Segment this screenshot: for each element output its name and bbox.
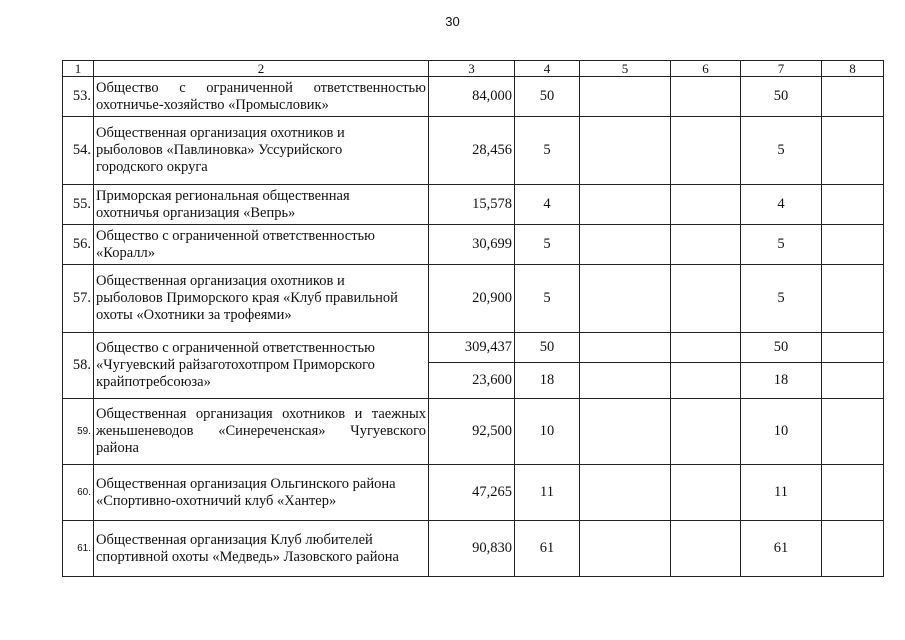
total-cell: 10: [741, 399, 822, 465]
area-cell: 309,437: [429, 333, 515, 363]
organization-name-cell: [94, 521, 429, 577]
column-5-cell: [580, 363, 671, 399]
row-number-cell: 56.: [63, 225, 94, 265]
table-row: [63, 399, 884, 465]
area-cell: 28,456: [429, 117, 515, 185]
organization-name-line: спортивной охоты «Медведь» Лазовского района: [96, 548, 399, 565]
column-6-cell: [671, 399, 741, 465]
organization-name-line: Общественная организация Клуб любителей: [96, 531, 373, 548]
column-6-cell: [671, 185, 741, 225]
total-cell: 50: [741, 333, 822, 363]
column-8-cell: [822, 117, 884, 185]
organization-name-line: Общественная организация охотников и: [96, 273, 345, 289]
organization-name-line: Приморская региональная общественная: [96, 187, 350, 204]
hunting-grounds-table: [62, 60, 884, 577]
total-cell: 11: [741, 465, 822, 521]
quota-cell: 5: [515, 265, 580, 333]
quota-cell: 18: [515, 363, 580, 399]
column-header-3: 3: [429, 61, 515, 77]
area-cell: 23,600: [429, 363, 515, 399]
row-number-cell: 57.: [63, 265, 94, 333]
column-8-cell: [822, 185, 884, 225]
column-6-cell: [671, 333, 741, 363]
column-8-cell: [822, 77, 884, 117]
quota-cell: 61: [515, 521, 580, 577]
total-cell: 18: [741, 363, 822, 399]
organization-name-line: охоты «Охотники за трофеями»: [96, 307, 292, 323]
table-row: [63, 333, 884, 363]
column-header-2: 2: [94, 61, 429, 77]
total-cell: 50: [741, 77, 822, 117]
organization-name-cell: [94, 333, 429, 399]
organization-name-line: рыболовов Приморского края «Клуб правильной: [96, 290, 398, 306]
total-cell: 5: [741, 225, 822, 265]
column-header-5: 5: [580, 61, 671, 77]
table-row: [63, 77, 884, 117]
organization-name-line: «Коралл»: [96, 244, 155, 261]
row-number-cell: 60.: [63, 465, 94, 521]
column-header-8: 8: [822, 61, 884, 77]
column-5-cell: [580, 465, 671, 521]
column-5-cell: [580, 333, 671, 363]
organization-name-cell: [94, 265, 429, 333]
column-5-cell: [580, 185, 671, 225]
table-row: [63, 225, 884, 265]
organization-name-cell: [94, 225, 429, 265]
table-row: [63, 117, 884, 185]
organization-name-line: Общество с ограниченной ответственностью: [96, 79, 426, 96]
column-6-cell: [671, 265, 741, 333]
column-6-cell: [671, 465, 741, 521]
area-cell: 30,699: [429, 225, 515, 265]
row-number-cell: 58.: [63, 333, 94, 399]
table-row: [63, 465, 884, 521]
row-number-cell: 54.: [63, 117, 94, 185]
column-5-cell: [580, 225, 671, 265]
total-cell: 5: [741, 117, 822, 185]
organization-name-line: Общество с ограниченной ответственностью: [96, 227, 375, 244]
quota-cell: 5: [515, 225, 580, 265]
table-header-row: [63, 61, 884, 77]
table-row: [63, 185, 884, 225]
organization-name-cell: [94, 185, 429, 225]
quota-cell: 11: [515, 465, 580, 521]
organization-name-cell: [94, 117, 429, 185]
organization-name-line: городского округа: [96, 159, 208, 175]
organization-name-line: района: [96, 440, 139, 456]
organization-name-line: «Спортивно-охотничий клуб «Хантер»: [96, 492, 337, 509]
row-number-cell: 55.: [63, 185, 94, 225]
area-cell: 84,000: [429, 77, 515, 117]
total-cell: 5: [741, 265, 822, 333]
column-5-cell: [580, 117, 671, 185]
column-header-1: 1: [63, 61, 94, 77]
total-cell: 61: [741, 521, 822, 577]
column-5-cell: [580, 265, 671, 333]
organization-name-line: крайпотребсоюза»: [96, 374, 211, 390]
organization-name-line: Общественная организация охотников и таежных: [96, 406, 426, 422]
quota-cell: 10: [515, 399, 580, 465]
column-6-cell: [671, 117, 741, 185]
row-number-cell: 53.: [63, 77, 94, 117]
quota-cell: 50: [515, 333, 580, 363]
quota-cell: 50: [515, 77, 580, 117]
area-cell: 47,265: [429, 465, 515, 521]
column-5-cell: [580, 399, 671, 465]
quota-cell: 5: [515, 117, 580, 185]
organization-name-line: женьшеневодов «Синереченская» Чугуевского: [96, 423, 426, 439]
column-6-cell: [671, 521, 741, 577]
organization-name-cell: [94, 465, 429, 521]
organization-name-cell: [94, 399, 429, 465]
column-8-cell: [822, 265, 884, 333]
column-8-cell: [822, 363, 884, 399]
organization-name-line: Общественная организация охотников и: [96, 125, 345, 141]
table-row: [63, 521, 884, 577]
organization-name-line: рыболовов «Павлиновка» Уссурийского: [96, 142, 343, 158]
organization-name-line: Общество с ограниченной ответственностью: [96, 340, 375, 356]
organization-name-cell: [94, 77, 429, 117]
organization-name-line: охотничье-хозяйство «Промысловик»: [96, 96, 329, 113]
column-header-7: 7: [741, 61, 822, 77]
column-5-cell: [580, 521, 671, 577]
column-8-cell: [822, 399, 884, 465]
column-6-cell: [671, 225, 741, 265]
page-number: 30: [445, 14, 460, 29]
organization-name-line: охотничья организация «Вепрь»: [96, 204, 296, 221]
column-5-cell: [580, 77, 671, 117]
column-6-cell: [671, 77, 741, 117]
column-8-cell: [822, 465, 884, 521]
quota-cell: 4: [515, 185, 580, 225]
total-cell: 4: [741, 185, 822, 225]
area-cell: 20,900: [429, 265, 515, 333]
row-number-cell: 59.: [63, 399, 94, 465]
column-8-cell: [822, 521, 884, 577]
column-header-6: 6: [671, 61, 741, 77]
organization-name-line: Общественная организация Ольгинского района: [96, 475, 396, 492]
row-number-cell: 61.: [63, 521, 94, 577]
column-6-cell: [671, 363, 741, 399]
organization-name-line: «Чугуевский райзаготохотпром Приморского: [96, 357, 375, 373]
table-row: [63, 265, 884, 333]
area-cell: 15,578: [429, 185, 515, 225]
area-cell: 92,500: [429, 399, 515, 465]
column-8-cell: [822, 333, 884, 363]
column-header-4: 4: [515, 61, 580, 77]
area-cell: 90,830: [429, 521, 515, 577]
column-8-cell: [822, 225, 884, 265]
